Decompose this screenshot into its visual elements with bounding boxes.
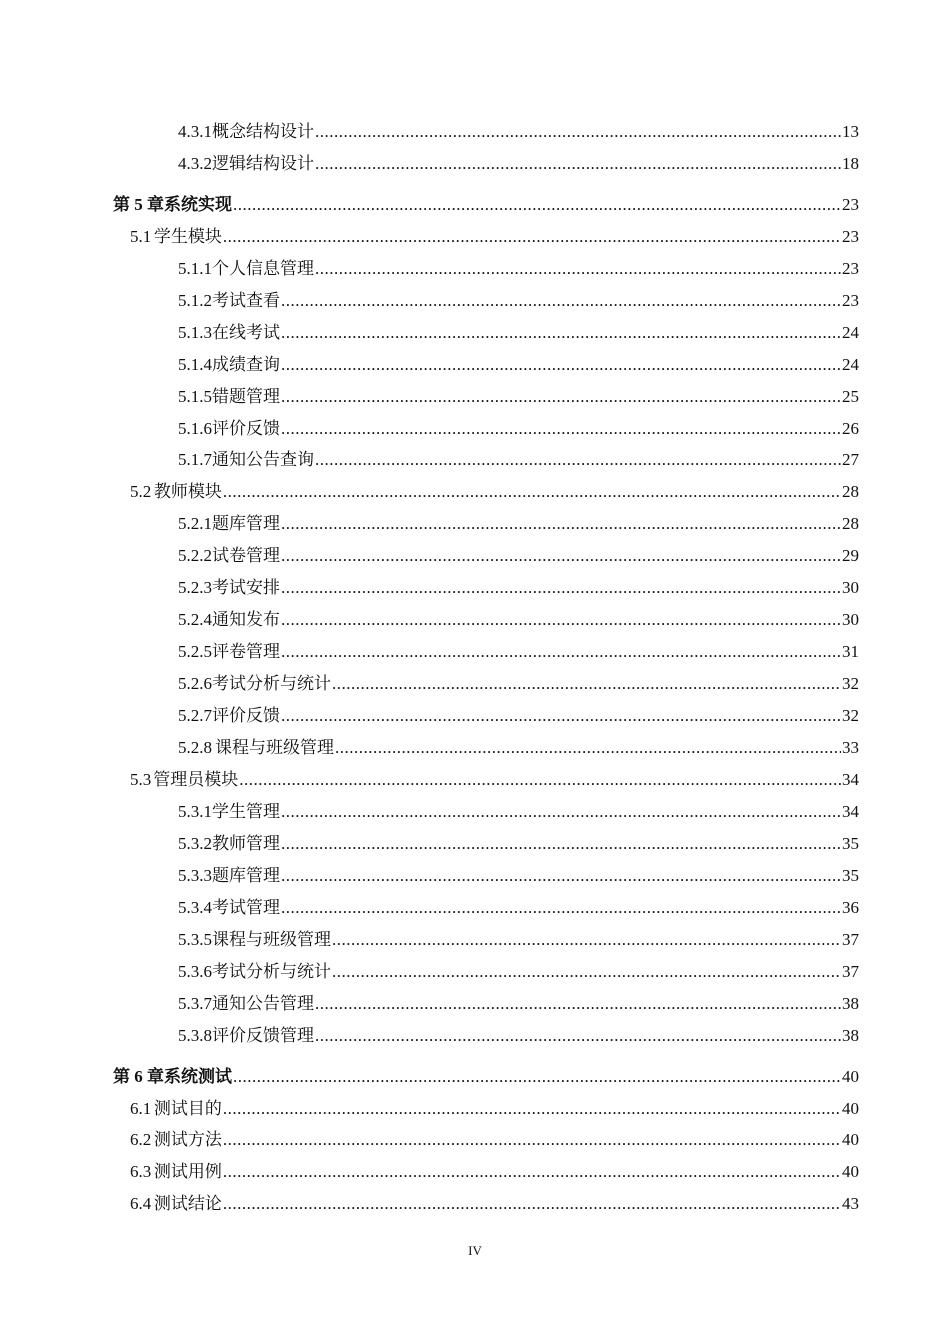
toc-entry-page: 29 [842,546,859,565]
toc-entry-page: 23 [842,259,859,278]
toc-entry-number: 5.2.3 [178,578,212,597]
toc-subsection-entry[interactable] [178,544,859,568]
toc-subsection-entry[interactable] [178,385,859,409]
toc-dot-leader [315,120,841,144]
toc-entry-number: 5.2.8 [178,738,212,757]
toc-entry-page: 24 [842,355,859,374]
toc-entry-number: 5.2.5 [178,642,212,661]
toc-entry-page: 43 [842,1194,859,1213]
toc-entry-number: 5.3.1 [178,802,212,821]
toc-entry-page: 28 [842,482,859,501]
toc-entry-title: 通知公告管理 [212,994,314,1013]
toc-dot-leader [281,864,841,888]
toc-subsection-entry[interactable] [178,417,859,441]
toc-subsection-entry[interactable] [178,960,859,984]
toc-dot-leader [233,1065,841,1089]
toc-entry-page: 34 [842,802,859,821]
toc-entry-number: 6.3 [130,1162,152,1181]
toc-dot-leader [281,544,841,568]
toc-entry-title: 评价反馈 [212,706,280,725]
toc-entry-title: 测试方法 [153,1130,222,1149]
toc-entry-number: 5.2.4 [178,610,212,629]
toc-subsection-entry[interactable] [178,448,859,472]
toc-entry-page: 27 [842,450,859,469]
toc-entry-page: 38 [842,994,859,1013]
toc-subsection-entry[interactable] [178,672,859,696]
toc-subsection-entry[interactable] [178,640,859,664]
toc-subsection-entry[interactable] [178,992,859,1016]
toc-dot-leader [281,385,841,409]
toc-entry-number: 5.3.6 [178,962,212,981]
toc-entry-title: 考试分析与统计 [212,674,331,693]
toc-entry-title: 试卷管理 [212,546,280,565]
toc-entry-page: 33 [842,738,859,757]
toc-entry-title: 概念结构设计 [212,122,314,141]
toc-entry-number: 5.2.6 [178,674,212,693]
toc-entry-number: 第 6 章 [113,1067,164,1086]
toc-entry-page: 25 [842,387,859,406]
toc-entry-number: 5.1.7 [178,450,212,469]
toc-entry-title: 测试目的 [153,1099,222,1118]
toc-chapter-entry[interactable] [113,193,859,217]
toc-entry-number: 6.1 [130,1099,152,1118]
toc-entry-page: 30 [842,578,859,597]
toc-entry-number: 5.3.5 [178,930,212,949]
toc-entry-title: 学生管理 [212,802,280,821]
toc-entry-title: 管理员模块 [153,770,239,789]
toc-dot-leader [223,1097,841,1121]
toc-entry-number: 5.3.4 [178,898,212,917]
toc-entry-page: 31 [842,642,859,661]
toc-entry-page: 37 [842,962,859,981]
toc-entry-page: 34 [842,770,859,789]
toc-entry-page: 32 [842,674,859,693]
toc-dot-leader [332,928,841,952]
toc-entry-title: 通知公告查询 [212,450,314,469]
toc-entry-title: 在线考试 [212,323,280,342]
toc-dot-leader [281,608,841,632]
toc-entry-page: 32 [842,706,859,725]
toc-entry-title: 测试用例 [153,1162,222,1181]
toc-section-entry[interactable] [130,768,859,792]
toc-entry-page: 28 [842,514,859,533]
toc-dot-leader [281,896,841,920]
toc-dot-leader [281,704,841,728]
toc-dot-leader [315,152,841,176]
toc-section-entry[interactable] [130,1192,859,1216]
toc-chapter-entry[interactable] [113,1065,859,1089]
toc-dot-leader [315,257,841,281]
toc-subsection-entry[interactable] [178,608,859,632]
toc-entry-title: 考试管理 [212,898,280,917]
toc-entry-title: 教师管理 [212,834,280,853]
toc-entry-title: 个人信息管理 [212,259,314,278]
toc-entry-number: 5.3.7 [178,994,212,1013]
toc-dot-leader [233,193,841,217]
toc-dot-leader [281,800,841,824]
toc-entry-title: 教师模块 [153,482,222,501]
toc-entry-number: 5.1.2 [178,291,212,310]
toc-dot-leader [223,1128,841,1152]
toc-entry-number: 5.1.3 [178,323,212,342]
toc-entry-number: 5.2.7 [178,706,212,725]
toc-subsection-entry[interactable] [178,864,859,888]
toc-subsection-entry[interactable] [178,1024,859,1048]
toc-entry-number: 4.3.1 [178,122,212,141]
toc-entry-number: 5.1.4 [178,355,212,374]
toc-entry-title: 成绩查询 [212,355,280,374]
toc-entry-page: 23 [842,195,859,214]
toc-subsection-entry[interactable] [178,353,859,377]
toc-dot-leader [332,672,841,696]
toc-entry-title: 评价反馈管理 [212,1026,314,1045]
toc-entry-page: 36 [842,898,859,917]
toc-section-entry[interactable] [130,480,859,504]
toc-dot-leader [223,1192,841,1216]
toc-entry-page: 23 [842,291,859,310]
toc-entry-title: 课程与班级管理 [212,930,331,949]
toc-dot-leader [281,832,841,856]
toc-dot-leader [281,321,841,345]
toc-entry-page: 40 [842,1130,859,1149]
toc-subsection-entry[interactable] [178,321,859,345]
toc-entry-title: 通知发布 [212,610,280,629]
toc-dot-leader [281,289,841,313]
toc-dot-leader [281,576,841,600]
toc-subsection-entry[interactable] [178,832,859,856]
toc-entry-title: 题库管理 [212,514,280,533]
toc-subsection-entry[interactable] [178,120,859,144]
toc-entry-title: 考试安排 [212,578,280,597]
toc-entry-number: 5.2 [130,482,152,501]
toc-entry-title: 题库管理 [212,866,280,885]
toc-entry-page: 23 [842,227,859,246]
toc-subsection-entry[interactable] [178,736,859,760]
toc-entry-title: 系统实现 [164,195,232,214]
toc-section-entry[interactable] [130,1128,859,1152]
toc-entry-number: 5.3.2 [178,834,212,853]
toc-subsection-entry[interactable] [178,800,859,824]
toc-entry-page: 35 [842,834,859,853]
toc-section-entry[interactable] [130,1160,859,1184]
toc-subsection-entry[interactable] [178,512,859,536]
toc-entry-page: 38 [842,1026,859,1045]
toc-dot-leader [315,992,841,1016]
toc-entry-title: 学生模块 [153,227,222,246]
toc-dot-leader [281,640,841,664]
toc-entry-number: 5.2.1 [178,514,212,533]
toc-subsection-entry[interactable] [178,576,859,600]
toc-entry-number: 5.3.3 [178,866,212,885]
toc-subsection-entry[interactable] [178,289,859,313]
toc-entry-page: 40 [842,1099,859,1118]
toc-dot-leader [281,512,841,536]
toc-entry-number: 5.3.8 [178,1026,212,1045]
toc-entry-page: 40 [842,1067,859,1086]
toc-dot-leader [223,480,841,504]
toc-entry-title: 错题管理 [212,387,280,406]
toc-dot-leader [281,417,841,441]
toc-entry-number: 6.4 [130,1194,152,1213]
toc-entry-page: 30 [842,610,859,629]
toc-entry-page: 18 [842,154,859,173]
toc-entry-title: 评卷管理 [212,642,280,661]
toc-subsection-entry[interactable] [178,704,859,728]
toc-entry-title: 系统测试 [164,1067,232,1086]
toc-dot-leader [315,448,841,472]
toc-entry-page: 24 [842,323,859,342]
toc-entry-title: 测试结论 [153,1194,222,1213]
toc-entry-page: 40 [842,1162,859,1181]
page-number-footer: IV [468,1243,482,1258]
toc-dot-leader [315,1024,841,1048]
toc-subsection-entry[interactable] [178,257,859,281]
toc-dot-leader [239,768,841,792]
toc-entry-number: 第 5 章 [113,195,164,214]
toc-entry-title: 考试查看 [212,291,280,310]
toc-entry-number: 5.1.5 [178,387,212,406]
toc-entry-page: 13 [842,122,859,141]
toc-subsection-entry[interactable] [178,928,859,952]
toc-entry-page: 35 [842,866,859,885]
toc-entry-title: 评价反馈 [212,419,280,438]
toc-subsection-entry[interactable] [178,152,859,176]
toc-dot-leader [335,736,841,760]
toc-dot-leader [223,225,841,249]
toc-subsection-entry[interactable] [178,896,859,920]
toc-entry-title: 考试分析与统计 [212,962,331,981]
toc-entry-number: 5.2.2 [178,546,212,565]
toc-entry-number: 4.3.2 [178,154,212,173]
toc-section-entry[interactable] [130,225,859,249]
toc-dot-leader [332,960,841,984]
toc-entry-title: 逻辑结构设计 [212,154,314,173]
toc-dot-leader [223,1160,841,1184]
toc-entry-page: 26 [842,419,859,438]
toc-entry-number: 5.1 [130,227,152,246]
toc-section-entry[interactable] [130,1097,859,1121]
toc-dot-leader [281,353,841,377]
toc-entry-page: 37 [842,930,859,949]
toc-entry-title: 课程与班级管理 [215,738,334,757]
toc-entry-number: 5.3 [130,770,152,789]
toc-entry-number: 5.1.1 [178,259,212,278]
toc-entry-number: 5.1.6 [178,419,212,438]
toc-entry-number: 6.2 [130,1130,152,1149]
